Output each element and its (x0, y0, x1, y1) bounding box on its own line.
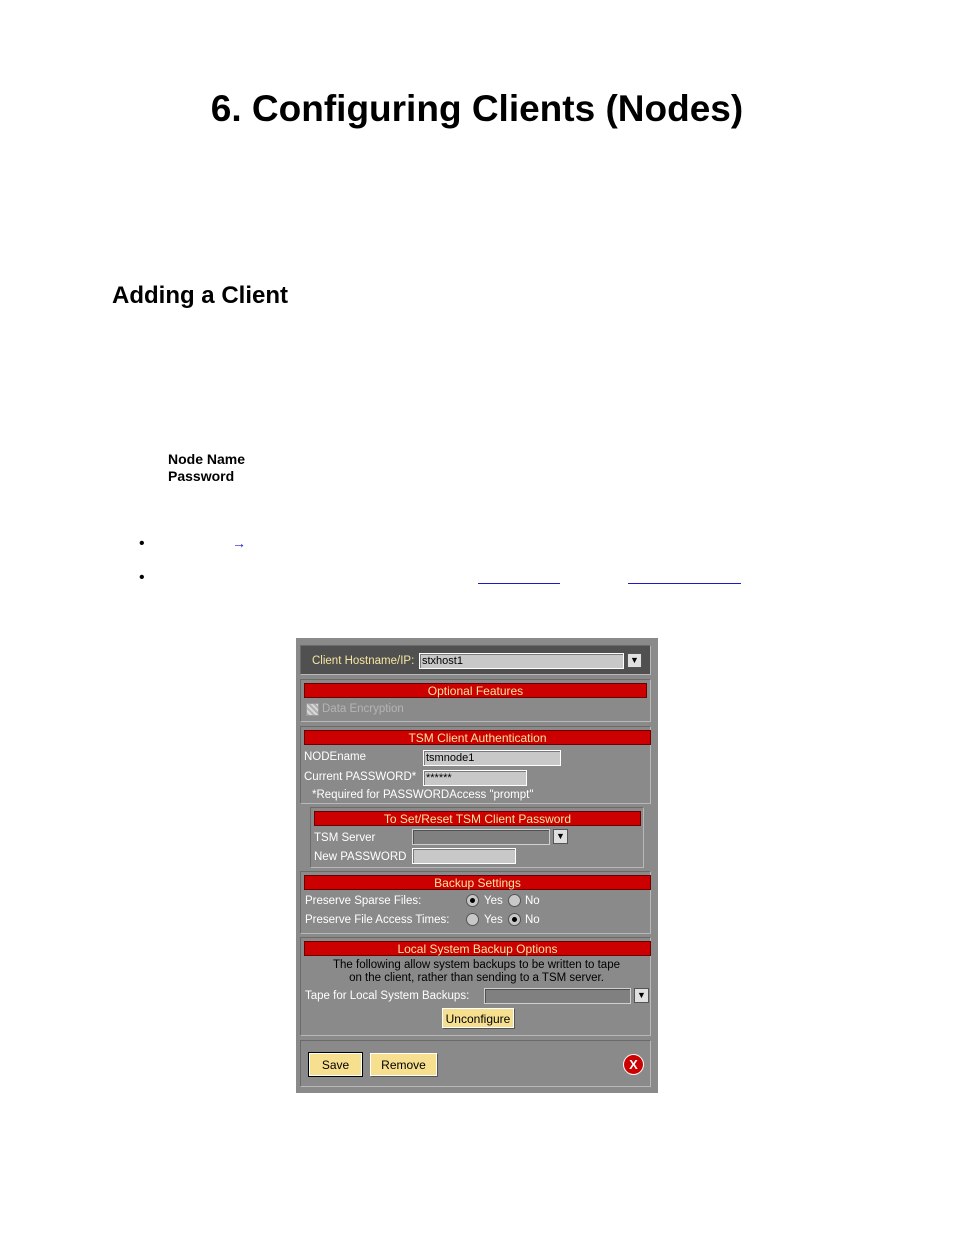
reset-password-panel (310, 807, 644, 868)
sparse-yes-radio[interactable] (466, 894, 479, 907)
reset-password-header: To Set/Reset TSM Client Password (314, 811, 641, 826)
new-password-input[interactable] (412, 848, 516, 864)
bullet: • (139, 535, 145, 552)
nodename-label: NODEname (304, 751, 366, 763)
term-node-name: Node Name (168, 451, 246, 467)
access-yes-radio[interactable] (466, 913, 479, 926)
data-encryption-checkbox[interactable] (306, 703, 319, 716)
optional-features-header: Optional Features (304, 683, 647, 698)
access-yes-label: Yes (484, 914, 503, 926)
page-title: 6. Configuring Clients (Nodes) (210, 88, 744, 129)
client-config-dialog (296, 638, 658, 1093)
arrow-right-icon: → (232, 535, 246, 551)
tsm-server-select[interactable] (412, 829, 550, 845)
chevron-down-icon: ▼ (637, 990, 646, 1000)
hyperlink-underline[interactable] (628, 583, 741, 584)
auth-panel (300, 726, 651, 804)
chevron-down-icon: ▼ (556, 831, 565, 841)
auth-header: TSM Client Authentication (304, 730, 651, 745)
sparse-yes-label: Yes (484, 895, 503, 907)
save-button[interactable]: Save (309, 1053, 362, 1076)
unconfigure-button[interactable]: Unconfigure (442, 1008, 514, 1028)
sparse-no-label: No (525, 895, 540, 907)
term-password: Password (168, 468, 235, 484)
tape-dropdown-button[interactable] (634, 988, 649, 1003)
data-encryption-label: Data Encryption (322, 703, 404, 715)
nodename-input[interactable]: tsmnode1 (423, 750, 561, 766)
preserve-sparse-label: Preserve Sparse Files: (305, 895, 422, 907)
local-backup-panel (300, 937, 651, 1036)
hostname-dropdown-button[interactable] (627, 653, 642, 668)
hostname-panel (300, 645, 651, 675)
backup-settings-panel (300, 871, 651, 934)
bullet: • (139, 569, 145, 586)
optional-features-panel (300, 679, 651, 722)
hostname-label: Client Hostname/IP: (312, 655, 415, 667)
hyperlink-underline[interactable] (478, 583, 560, 584)
local-backup-desc-line1: The following allow system backups to be written to tape (332, 959, 620, 971)
preserve-access-times-label: Preserve File Access Times: (305, 914, 450, 926)
current-password-input[interactable]: ****** (423, 770, 527, 786)
current-password-label: Current PASSWORD* (304, 771, 417, 783)
remove-button[interactable]: Remove (370, 1053, 437, 1076)
local-backup-desc-line2: on the client, rather than sending to a TSM server. (349, 972, 604, 984)
access-no-label: No (525, 914, 540, 926)
access-no-radio[interactable] (508, 913, 521, 926)
tape-select[interactable] (484, 988, 631, 1004)
tsm-server-label: TSM Server (314, 832, 376, 844)
tape-label: Tape for Local System Backups: (305, 990, 470, 1002)
local-backup-header: Local System Backup Options (304, 941, 651, 956)
backup-settings-header: Backup Settings (304, 875, 651, 890)
chevron-down-icon: ▼ (630, 655, 639, 665)
password-required-note: *Required for PASSWORDAccess "prompt" (312, 789, 534, 801)
button-bar (300, 1040, 651, 1087)
tsm-server-dropdown-button[interactable] (553, 829, 568, 844)
sparse-no-radio[interactable] (508, 894, 521, 907)
new-password-label: New PASSWORD (314, 851, 407, 863)
close-icon[interactable]: X (624, 1055, 643, 1074)
section-heading: Adding a Client (112, 282, 288, 309)
hostname-input[interactable]: stxhost1 (419, 653, 624, 669)
